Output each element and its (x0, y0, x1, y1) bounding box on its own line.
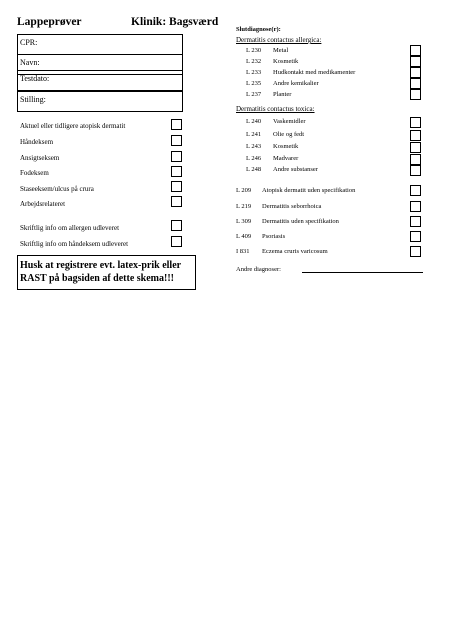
diag-check-l232[interactable] (410, 56, 421, 67)
check-label-face: Ansigtseksem (20, 154, 60, 162)
diag-check-l309[interactable] (410, 216, 421, 227)
diag-check-l409[interactable] (410, 231, 421, 242)
check-hand-info[interactable] (171, 236, 182, 247)
diag-label: Andre substanser (273, 166, 318, 173)
diag-check-l243[interactable] (410, 142, 421, 153)
diag-code: L 241 (246, 131, 262, 138)
check-label-work: Arbejdsrelateret (20, 200, 66, 208)
diag-code: L 243 (246, 143, 262, 150)
diag-label: Dermatitis seborrhoica (262, 203, 322, 210)
diag-label: Vaskemidler (273, 118, 306, 125)
diag-code: L 230 (246, 47, 262, 54)
diag-check-l233[interactable] (410, 67, 421, 78)
diag-code: L 409 (236, 233, 252, 240)
diag-code: I 831 (236, 248, 250, 255)
testdate-label: Testdato: (20, 74, 50, 83)
check-work[interactable] (171, 196, 182, 207)
other-diagnoses-label: Andre diagnoser: (236, 266, 281, 273)
diag-label: Eczema cruris varicosum (262, 248, 328, 255)
diag-label: Psoriasis (262, 233, 286, 240)
check-label-atopic: Aktuel eller tidligere atopisk dermatit (20, 122, 126, 130)
latex-reminder: Husk at registrere evt. latex-prik eller RAST på bagsiden af dette skema!!! (17, 255, 196, 290)
diag-check-l230[interactable] (410, 45, 421, 56)
diag-code: L 209 (236, 187, 252, 194)
diag-label: Andre kemikalier (273, 80, 319, 87)
check-atopic[interactable] (171, 119, 182, 130)
diag-check-l219[interactable] (410, 201, 421, 212)
diag-label: Kosmetik (273, 58, 299, 65)
diag-check-l237[interactable] (410, 89, 421, 100)
diag-check-l209[interactable] (410, 185, 421, 196)
toxica-title: Dermatitis contactus toxica: (236, 105, 315, 113)
diag-label: Planter (273, 91, 292, 98)
name-label: Navn: (20, 58, 40, 67)
check-label-allergen-info: Skriftlig info om allergen udleveret (20, 224, 120, 232)
check-face[interactable] (171, 151, 182, 162)
diag-code: L 246 (246, 155, 262, 162)
diag-check-i831[interactable] (410, 246, 421, 257)
diag-label: Olie og fedt (273, 131, 305, 138)
diag-label: Kosmetik (273, 143, 299, 150)
diag-check-l240[interactable] (410, 117, 421, 128)
diag-code: L 235 (246, 80, 262, 87)
diag-code: L 309 (236, 218, 252, 225)
diag-label: Metal (273, 47, 289, 54)
position-field[interactable] (17, 91, 183, 112)
diag-code: L 232 (246, 58, 262, 65)
diag-code: L 237 (246, 91, 262, 98)
testdate-field[interactable] (17, 70, 183, 91)
allergica-title: Dermatitis contactus allergica: (236, 36, 322, 44)
diag-check-l235[interactable] (410, 78, 421, 89)
check-label-hand-info: Skriftlig info om håndeksem udleveret (20, 240, 129, 248)
check-hand[interactable] (171, 135, 182, 146)
diag-code: L 219 (236, 203, 252, 210)
check-stasis[interactable] (171, 181, 182, 192)
diag-code: L 240 (246, 118, 262, 125)
diag-label: Hudkontakt med medikamenter (273, 69, 356, 76)
form-title: Lappeprøver (17, 16, 82, 28)
diag-label: Madvarer (273, 155, 299, 162)
check-foot[interactable] (171, 166, 182, 177)
diag-code: L 248 (246, 166, 262, 173)
cpr-label: CPR: (20, 38, 38, 47)
diag-label: Dermatitis uden specifikation (262, 218, 339, 225)
position-label: Stilling: (20, 95, 46, 104)
check-label-hand: Håndeksem (20, 138, 54, 146)
diag-check-l246[interactable] (410, 154, 421, 165)
cpr-field[interactable] (17, 34, 183, 55)
other-diagnoses-line[interactable] (302, 272, 423, 273)
diag-label: Atopisk dermatit uden specifikation (262, 187, 356, 194)
diag-code: L 233 (246, 69, 262, 76)
check-label-foot: Fodeksem (20, 169, 49, 177)
clinic-title: Klinik: Bagsværd (131, 16, 219, 28)
diag-check-l241[interactable] (410, 130, 421, 141)
diag-check-l248[interactable] (410, 165, 421, 176)
check-label-stasis: Staseeksem/ulcus på crura (20, 185, 94, 193)
diagnosis-heading: Slutdiagnose(r): (236, 26, 281, 33)
check-allergen-info[interactable] (171, 220, 182, 231)
